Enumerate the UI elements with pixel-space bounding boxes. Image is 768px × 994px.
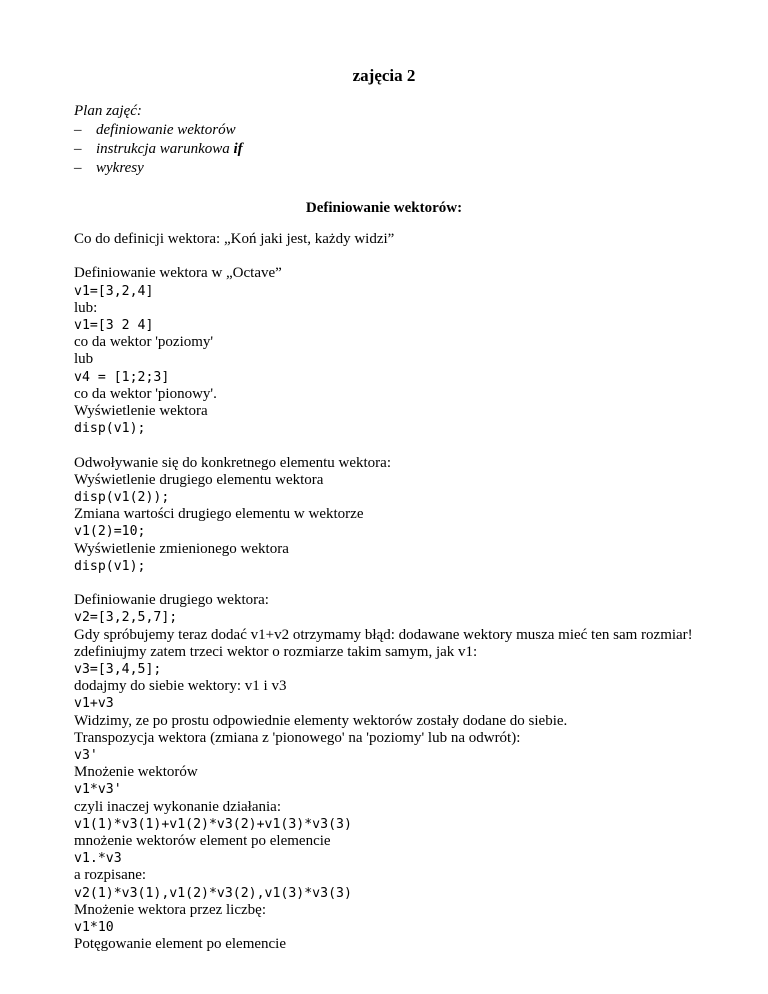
dash-bullet: – <box>74 122 82 138</box>
element-access-block <box>74 455 694 575</box>
dash-bullet: – <box>74 160 82 176</box>
text-line: lub <box>74 351 94 368</box>
text-line: Transpozycja wektora (zmiana z 'pionowego' na 'poziomy' lub na odwrót): <box>74 729 521 746</box>
text-line: Wyświetlenie wektora <box>74 403 208 420</box>
code-line: disp(v1); <box>74 558 146 574</box>
text-line: zdefiniujmy zatem trzeci wektor o rozmiarze takim samym, jak v1: <box>74 643 478 660</box>
plan-heading: Plan zajęć: <box>74 103 142 119</box>
code-line: v1*10 <box>74 920 114 936</box>
text-line: Odwoływanie się do konkretnego elementu wektora: <box>74 454 391 471</box>
paragraph-gap <box>74 437 694 454</box>
code-line: v3' <box>74 748 98 764</box>
document-title: zajęcia 2 <box>352 66 416 85</box>
plan-item-text: wykresy <box>96 160 144 176</box>
vector-definition-block <box>74 265 694 437</box>
intro-paragraph: Co do definicji wektora: „Koń jaki jest, każdy widzi” <box>74 231 395 247</box>
lesson-plan <box>74 102 243 178</box>
dash-bullet: – <box>74 141 82 157</box>
text-line: Wyświetlenie zmienionego wektora <box>74 540 289 557</box>
text-line: Mnożenie wektora przez liczbę: <box>74 901 266 918</box>
plan-item-text: definiowanie wektorów <box>96 122 236 138</box>
document-body <box>74 231 694 953</box>
text-line: Potęgowanie element po elemencie <box>74 936 286 953</box>
plan-item <box>74 121 243 140</box>
code-line: disp(v1(2)); <box>74 490 170 506</box>
text-line: co da wektor 'poziomy' <box>74 334 214 351</box>
code-line: v1=[3,2,4] <box>74 283 154 299</box>
code-line: v1*v3' <box>74 782 122 798</box>
text-line: Definiowanie drugiego wektora: <box>74 592 269 609</box>
code-line: v2(1)*v3(1),v1(2)*v3(2),v1(3)*v3(3) <box>74 885 352 901</box>
text-line: Gdy spróbujemy teraz dodać v1+v2 otrzymamy błąd: dodawane wektory musza mieć ten sam rozmiar! <box>74 626 693 643</box>
text-line: mnożenie wektorów element po elemencie <box>74 833 331 850</box>
code-line: v4 = [1;2;3] <box>74 369 170 385</box>
code-line: v1(2)=10; <box>74 524 146 540</box>
text-line: lub: <box>74 299 98 316</box>
plan-item-text: instrukcja warunkowa <box>96 141 234 157</box>
code-line: v2=[3,2,5,7]; <box>74 610 178 626</box>
plan-item <box>74 159 243 178</box>
code-line: v1=[3 2 4] <box>74 318 154 333</box>
text-line: Mnożenie wektorów <box>74 764 198 781</box>
vector-operations-block <box>74 592 694 953</box>
paragraph-gap <box>74 248 694 265</box>
plan-item-keyword: if <box>233 141 243 157</box>
text-line: co da wektor 'pionowy'. <box>74 385 217 402</box>
text-line: dodajmy do siebie wektory: v1 i v3 <box>74 678 287 695</box>
text-line: Wyświetlenie drugiego elementu wektora <box>74 471 324 488</box>
text-line: a rozpisane: <box>74 867 147 884</box>
text-line: Definiowanie wektora w „Octave” <box>74 265 282 282</box>
code-line: v3=[3,4,5]; <box>74 662 162 678</box>
paragraph-gap <box>74 575 694 592</box>
code-line: disp(v1); <box>74 421 146 437</box>
code-line: v1(1)*v3(1)+v1(2)*v3(2)+v1(3)*v3(3) <box>74 816 352 832</box>
plan-item <box>74 140 243 159</box>
text-line: czyli inaczej wykonanie działania: <box>74 798 281 815</box>
code-line: v1+v3 <box>74 696 114 712</box>
code-line: v1.*v3 <box>74 851 122 867</box>
text-line: Widzimy, ze po prostu odpowiednie elementy wektorów zostały dodane do siebie. <box>74 712 568 729</box>
text-line: Zmiana wartości drugiego elementu w wektorze <box>74 506 364 523</box>
section-heading: Definiowanie wektorów: <box>305 200 463 216</box>
